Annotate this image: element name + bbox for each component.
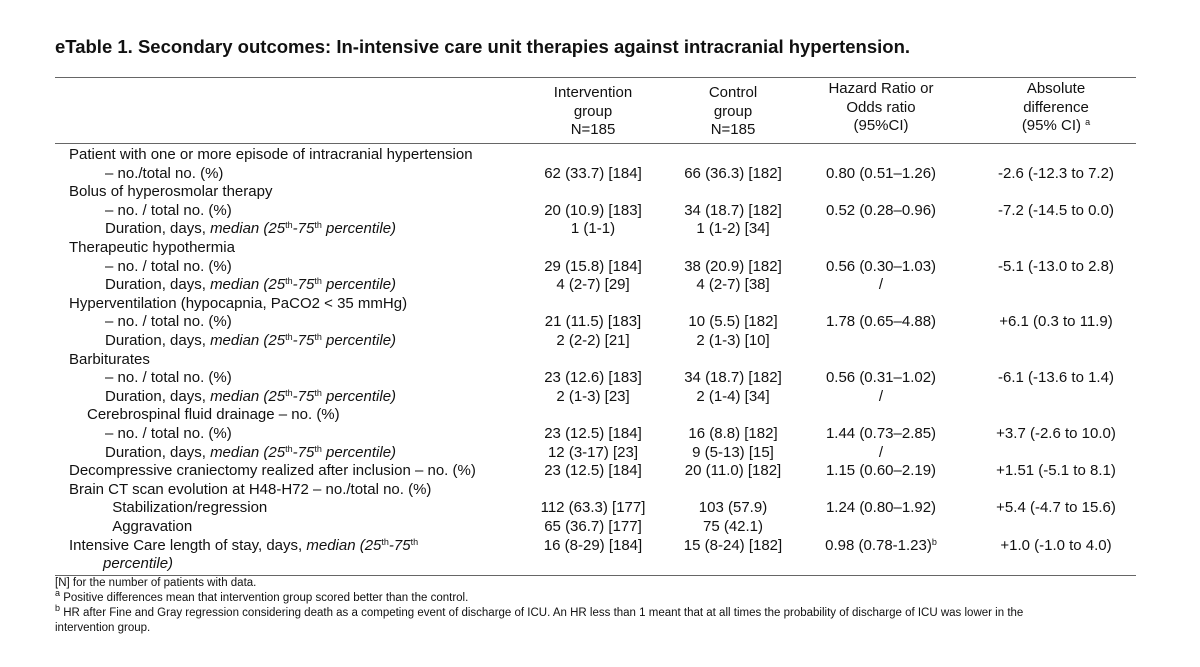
table-row — [55, 369, 1136, 387]
control-value: 4 (2-7) [38] — [696, 276, 770, 294]
table-row — [55, 388, 1136, 406]
row-label: Cerebrospinal fluid drainage – no. (%) — [87, 406, 340, 424]
row-label: Duration, days, median (25th-75th percentile) — [105, 220, 397, 238]
ratio-value: 0.98 $(0.78-1.23)^b$ — [825, 537, 937, 554]
difference-value: -6.1 (-13.6 to 1.4) — [998, 369, 1114, 387]
row-label: Bolus of hyperosmolar therapy — [69, 183, 273, 201]
intervention-value: 29 (15.8) [184] — [544, 257, 642, 275]
row-label: Hyperventilation (hypocapnia, PaCO2 < 35 mmHg) — [69, 294, 408, 312]
table-row — [55, 499, 1136, 517]
row-label: Duration, days, median (25th-75th percentile) — [105, 443, 397, 461]
table-row — [55, 481, 1136, 499]
row-label: Aggravation — [112, 518, 193, 535]
intervention-value: 16 (8-29) [184] — [543, 537, 643, 554]
ratio-value: 0.80 (0.51–1.26) — [825, 164, 937, 182]
header-control: Control group N=185 — [708, 84, 758, 138]
table-row — [55, 313, 1136, 331]
table-row — [55, 202, 1136, 220]
control-value: 75 (42.1) — [702, 518, 764, 535]
row-label: Stabilization/regression — [112, 499, 268, 517]
table-row — [55, 332, 1136, 350]
intervention-value: 4 (2-7) [29] — [556, 276, 630, 294]
table-row — [55, 183, 1136, 201]
row-label: Decompressive craniectomy realized after inclusion – no. (%) — [69, 462, 476, 480]
control-value: 38 (20.9) [182] — [684, 257, 782, 275]
control-value: 2 (1-4) [34] — [696, 387, 770, 405]
table-row — [55, 220, 1136, 238]
header-intervention: Intervention group N=185 — [553, 84, 633, 138]
row-label: Brain CT scan evolution at H48-H72 – no./total no. (%) — [69, 480, 432, 498]
row-label: Duration, days, median (25th-75th percentile) — [105, 332, 397, 349]
ratio-value: 1.78 (0.65–4.88) — [825, 313, 937, 331]
footnote-b-continued: intervention group. — [55, 622, 151, 634]
table-row — [55, 258, 1136, 276]
control-value: 34 (18.7) [182] — [684, 369, 782, 387]
difference-value: +3.7 (-2.6 to 10.0) — [996, 425, 1116, 442]
row-label: – no./total no. (%) — [105, 164, 224, 182]
control-value: 103 (57.9) — [698, 499, 768, 517]
intervention-value: 65 (36.7) [177] — [544, 518, 642, 535]
table-row — [55, 276, 1136, 294]
row-label: Patient with one or more episode of intracranial hypertension — [69, 146, 473, 163]
ratio-value: 1.24 (0.80–1.92) — [825, 499, 937, 517]
row-label: Intensive Care length of stay, days, median (25th-75th — [69, 537, 419, 554]
ratio-value: 1.44 (0.73–2.85) — [825, 425, 937, 442]
intervention-value: 2 (2-2) [21] — [556, 332, 630, 349]
intervention-value: 23 (12.5) [184] — [544, 425, 642, 442]
row-label: – no. / total no. (%) — [105, 257, 232, 275]
row-label: – no. / total no. (%) — [105, 369, 232, 387]
intervention-value: 20 (10.9) [183] — [544, 201, 642, 219]
table-row — [55, 295, 1136, 313]
footnote-a: $^a$ Positive differences mean that intervention group scored better than the control. — [55, 588, 469, 604]
difference-value: -2.6 (-12.3 to 7.2) — [998, 164, 1114, 182]
difference-value: +1.51 (-5.1 to 8.1) — [996, 462, 1116, 480]
table-row — [55, 518, 1136, 536]
table-row — [55, 406, 1136, 424]
difference-value: -5.1 (-13.0 to 2.8) — [998, 257, 1114, 275]
control-value: 34 (18.7) [182] — [684, 201, 782, 219]
difference-value: +1.0 (-1.0 to 4.0) — [1000, 537, 1112, 554]
intervention-value: 2 (1-3) [23] — [556, 387, 630, 405]
control-value: 1 (1-2) [34] — [696, 220, 770, 238]
table-row — [55, 444, 1136, 462]
intervention-value: 23 (12.6) [183] — [544, 369, 642, 387]
control-value: 15 (8-24) [182] — [683, 537, 783, 554]
ratio-value: / — [878, 276, 884, 294]
control-value: 20 (11.0) [182] — [684, 462, 782, 480]
table-title: eTable 1. Secondary outcomes: In-intensive care unit therapies against intracranial hypertension. — [55, 36, 911, 57]
ratio-value: / — [878, 443, 884, 461]
row-label: – no. / total no. (%) — [105, 201, 232, 219]
table-row — [55, 165, 1136, 183]
header-hazard-ratio: Hazard Ratio or Odds ratio (95%CI) — [828, 80, 934, 134]
control-value: 16 (8.8) [182] — [688, 425, 778, 442]
icu-length-of-stay-row-cont — [55, 555, 1136, 573]
row-label: – no. / total no. (%) — [105, 425, 232, 442]
top-rule — [55, 77, 1136, 78]
footnote-b: $^b$ HR after Fine and Gray regression considering death as a competing event of discharge of ICU. An HR less than 1 meant that at all times the probability of discharge of ICU was lower in the — [55, 603, 1024, 619]
header-rule — [55, 143, 1136, 144]
row-label: Duration, days, median (25th-75th percentile) — [105, 276, 397, 294]
ratio-value: 1.15 (0.60–2.19) — [825, 462, 937, 480]
table-row — [55, 146, 1136, 164]
intervention-value: 1 (1-1) — [570, 220, 616, 238]
row-label: Duration, days, median (25th-75th percentile) — [105, 387, 397, 405]
intervention-value: 23 (12.5) [184] — [544, 462, 642, 480]
control-value: 2 (1-3) [10] — [696, 332, 770, 349]
header-absolute-difference: Absolute difference (95% CI) $^a$ — [1021, 80, 1091, 134]
intervention-value: 112 (63.3) [177] — [540, 499, 646, 517]
row-label-continued: percentile) — [103, 555, 174, 572]
row-label: Barbiturates — [69, 350, 150, 368]
control-value: 9 (5-13) [15] — [692, 443, 774, 461]
row-label: – no. / total no. (%) — [105, 313, 232, 331]
table-row — [55, 462, 1136, 480]
row-label: Therapeutic hypothermia — [69, 239, 235, 256]
intervention-value: 12 (3-17) [23] — [547, 443, 639, 461]
icu-length-of-stay-row — [55, 537, 1136, 555]
footnote-n: [N] for the number of patients with data. — [55, 577, 257, 589]
intervention-value: 62 (33.7) [184] — [544, 164, 642, 182]
ratio-value: 0.52 (0.28–0.96) — [825, 201, 937, 219]
table-row — [55, 239, 1136, 257]
control-value: 10 (5.5) [182] — [688, 313, 778, 331]
intervention-value: 21 (11.5) [183] — [544, 313, 642, 331]
ratio-value: 0.56 (0.31–1.02) — [825, 369, 937, 387]
ratio-value: / — [878, 387, 884, 405]
table-row — [55, 425, 1136, 443]
difference-value: -7.2 (-14.5 to 0.0) — [998, 201, 1114, 219]
difference-value: +6.1 (0.3 to 11.9) — [999, 313, 1113, 331]
ratio-value: 0.56 (0.30–1.03) — [825, 257, 937, 275]
table-row — [55, 351, 1136, 369]
difference-value: +5.4 (-4.7 to 15.6) — [996, 499, 1116, 517]
control-value: 66 (36.3) [182] — [684, 164, 782, 182]
